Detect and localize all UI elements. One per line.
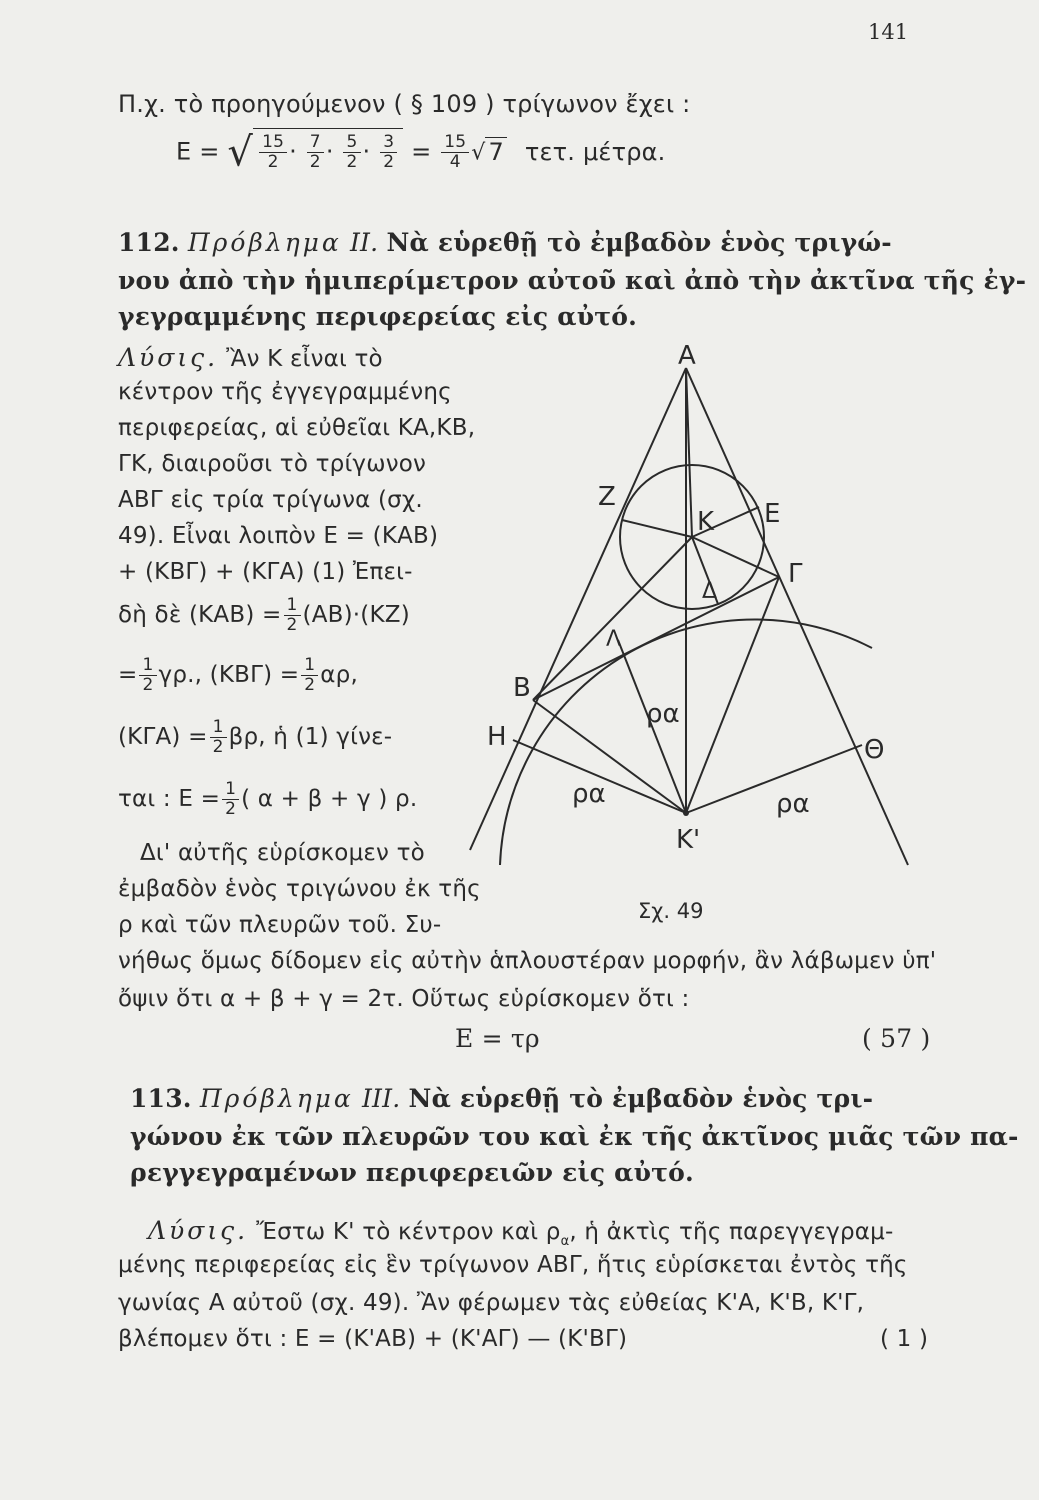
fraction: $\frac{7}{2}$ bbox=[307, 133, 324, 172]
label-rho-2: ρα bbox=[572, 779, 606, 809]
solution-line: κέντρον τῆς ἐγγεγραμμένης bbox=[118, 379, 452, 405]
label-kp: Κ' bbox=[676, 825, 701, 855]
formula-lhs: E = bbox=[176, 137, 220, 166]
solution-line: βλέπομεν ὅτι : Ε = (Κ'ΑΒ) + (Κ'ΑΓ) — (Κ'ΒΓ) bbox=[118, 1326, 628, 1352]
intro-line: Π.χ. τὸ προηγούμενον ( § 109 ) τρίγωνον ἔχει : bbox=[118, 90, 691, 118]
section-number: 113. bbox=[130, 1084, 192, 1113]
unit: τετ. μέτρα. bbox=[524, 137, 666, 166]
problem-label: Πρόβλημα bbox=[187, 228, 342, 257]
result-formula: Ε = τρ bbox=[455, 1024, 540, 1053]
figure-49 bbox=[460, 330, 940, 930]
line-kb bbox=[533, 537, 692, 700]
page-number: 141 bbox=[868, 20, 909, 44]
label-th: Θ bbox=[864, 735, 885, 765]
line-kp-th bbox=[686, 745, 862, 813]
label-h: Η bbox=[487, 722, 507, 752]
radicand: $\frac{15}{2}$ · $\frac{7}{2}$ · $\frac{5}{2}$ · $\frac{3}{2}$ bbox=[253, 128, 403, 172]
statement-line: Νὰ εὑρεθῇ τὸ ἐμβαδὸν ἑνὸς τριγώ- bbox=[386, 228, 892, 257]
problem-roman: III. bbox=[361, 1084, 401, 1113]
label-l: Λ bbox=[606, 627, 622, 652]
after-line: ρ καὶ τῶν πλευρῶν τοῦ. Συ- bbox=[118, 912, 442, 938]
label-rho-1: ρα bbox=[646, 699, 680, 729]
eq-line: (ΚΓΑ) = $\frac{1}{2}$ βρ, ἡ (1) γίνε- bbox=[118, 717, 393, 757]
label-e: Ε bbox=[764, 499, 781, 529]
label-b: Β bbox=[513, 673, 531, 703]
statement-line: Νὰ εὑρεθῇ τὸ ἐμβαδὸν ἑνὸς τρι- bbox=[408, 1084, 874, 1113]
statement-line: γώνου ἐκ τῶν πλευρῶν του καὶ ἐκ τῆς ἀκτῖνος μιᾶς τῶν πα- bbox=[130, 1122, 1019, 1151]
result-number: ( 57 ) bbox=[862, 1024, 931, 1053]
solution-line: 49). Εἶναι λοιπὸν Ε = (ΚΑΒ) bbox=[118, 523, 439, 549]
eq-line: = $\frac{1}{2}$ γρ., (ΚΒΓ) = $\frac{1}{2}$ αρ, bbox=[118, 655, 358, 695]
label-d: Δ bbox=[702, 579, 718, 604]
label-rho-3: ρα bbox=[776, 789, 810, 819]
label-z: Ζ bbox=[598, 482, 616, 512]
statement-line: ρεγγεγραμένων περιφερειῶν εἰς αὐτό. bbox=[130, 1158, 694, 1187]
after-line: Δι' αὐτῆς εὑρίσκομεν τὸ bbox=[140, 840, 425, 866]
root-value: 7 bbox=[485, 137, 506, 166]
section-number: 112. bbox=[118, 228, 180, 257]
statement-line: γεγραμμένης περιφερείας εἰς αὐτό. bbox=[118, 302, 638, 331]
label-k: Κ bbox=[697, 507, 715, 537]
after-line: ἐμβαδὸν ἑνὸς τριγώνου ἐκ τῆς bbox=[118, 876, 481, 902]
fraction: $\frac{5}{2}$ bbox=[343, 133, 360, 172]
line-kp-g bbox=[686, 577, 779, 813]
sqrt-sign: √ bbox=[227, 129, 254, 176]
solution-line: περιφερείας, αἱ εὐθεῖαι ΚΑ,ΚΒ, bbox=[118, 415, 476, 441]
label-g: Γ bbox=[788, 559, 803, 589]
eq-line: δὴ δὲ (ΚΑΒ) = $\frac{1}{2}$ (ΑΒ)·(ΚΖ) bbox=[118, 595, 410, 635]
problem-label: Πρόβλημα bbox=[199, 1084, 354, 1113]
solution-line: ΓΚ, διαιροῦσι τὸ τρίγωνον bbox=[118, 451, 427, 477]
solution-line: μένης περιφερείας εἰς ἓν τρίγωνον ΑΒΓ, ἥτις εὑρίσκεται ἐντὸς τῆς bbox=[118, 1252, 908, 1278]
fraction: $\frac{3}{2}$ bbox=[380, 133, 397, 172]
line-kz bbox=[622, 520, 692, 537]
solution-label: Λύσις. bbox=[148, 1216, 249, 1245]
excenter-point bbox=[683, 810, 689, 816]
label-a: Α bbox=[678, 341, 696, 371]
solution-line: + (ΚΒΓ) + (ΚΓΑ) (1) Ἐπει- bbox=[118, 559, 413, 585]
problem-roman: II. bbox=[349, 228, 379, 257]
section-112-heading bbox=[118, 228, 892, 257]
equation-number: ( 1 ) bbox=[880, 1326, 929, 1352]
formula-area: E = √ $\frac{15}{2}$ · $\frac{7}{2}$ · $\frac{5}{2}$ · $\frac{3}{2}$ = $\frac{15}{4}$ √ 7 τετ. μέτρα. bbox=[176, 129, 666, 176]
solution-line: ΑΒΓ εἰς τρία τρίγωνα (σχ. bbox=[118, 487, 423, 513]
solution-line: Λύσις. Ἂν Κ εἶναι τὸ bbox=[118, 343, 383, 372]
eq-line: ται : Ε = $\frac{1}{2}$ ( α + β + γ ) ρ. bbox=[118, 779, 418, 819]
full-line: νήθως ὅμως δίδομεν εἰς αὐτὴν ἁπλουστέραν μορφήν, ἂν λάβωμεν ὑπ' bbox=[118, 948, 937, 974]
formula-eq: = bbox=[411, 137, 432, 166]
fraction: $\frac{15}{2}$ bbox=[259, 133, 287, 172]
solution-label: Λύσις. bbox=[118, 343, 219, 372]
figure-caption: Σχ. 49 bbox=[638, 899, 704, 923]
full-line: ὄψιν ὅτι α + β + γ = 2τ. Οὕτως εὑρίσκομεν ὅτι : bbox=[118, 986, 690, 1012]
statement-line: νου ἀπὸ τὴν ἡμιπερίμετρον αὐτοῦ καὶ ἀπὸ τὴν ἀκτῖνα τῆς ἐγ- bbox=[118, 266, 1027, 295]
section-113-heading bbox=[130, 1084, 873, 1113]
solution-line: Λύσις. Ἔστω Κ' τὸ κέντρον καὶ $\rho_\alpha$, ἡ ἀκτὶς τῆς παρεγγεγραμ- bbox=[148, 1216, 894, 1249]
side-ab-extended bbox=[470, 368, 686, 850]
solution-line: γωνίας Α αὐτοῦ (σχ. 49). Ἂν φέρωμεν τὰς εὐθείας Κ'Α, Κ'Β, Κ'Γ, bbox=[118, 1290, 865, 1316]
fraction: $\frac{15}{4}$ bbox=[441, 133, 469, 172]
